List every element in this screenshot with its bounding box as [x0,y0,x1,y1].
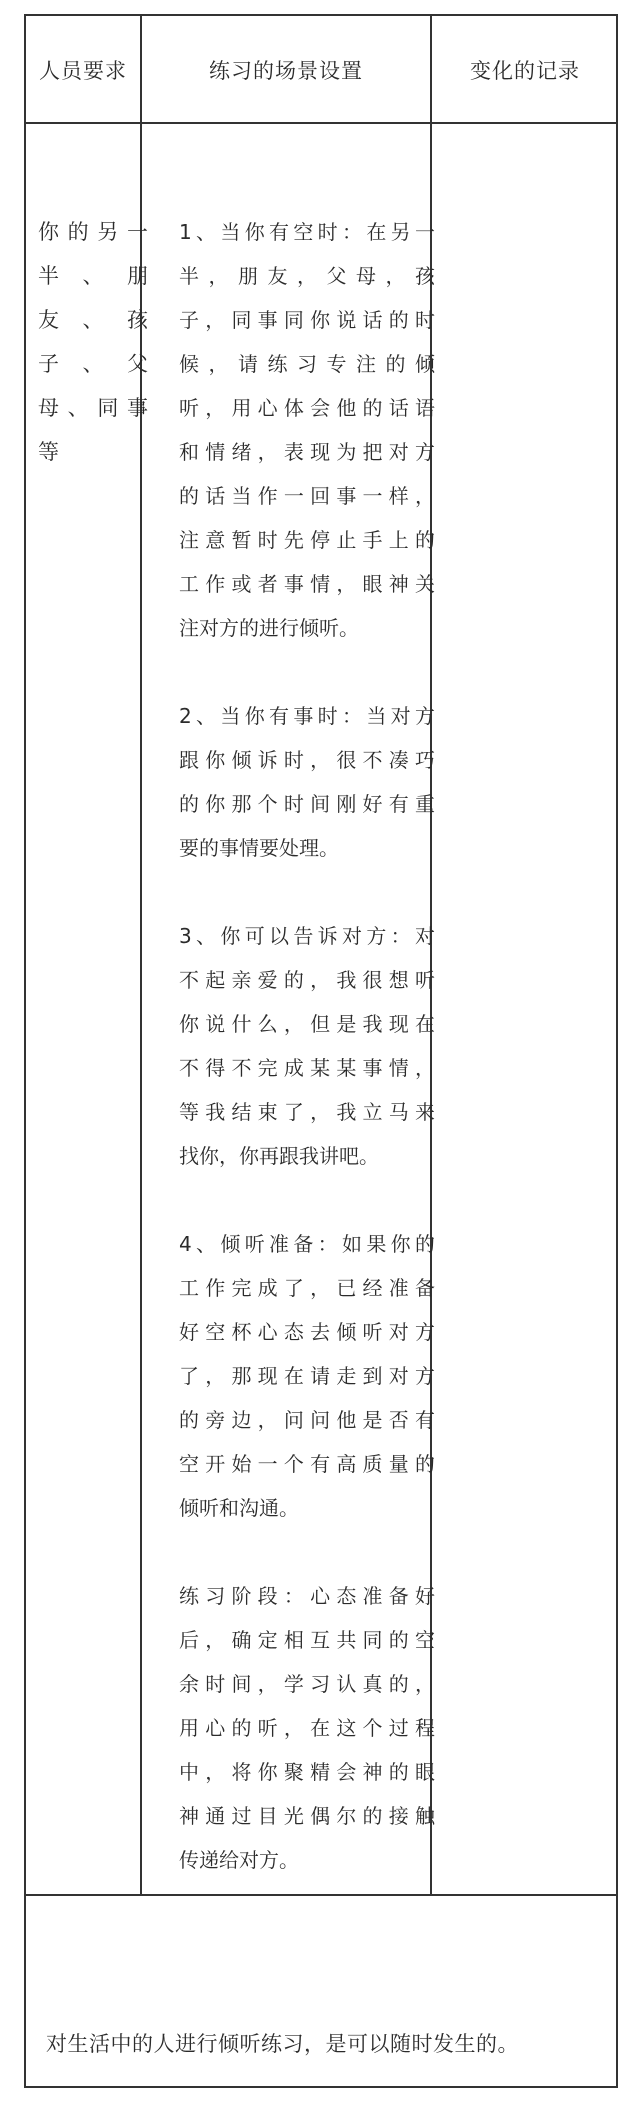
scene-line: 1、当你有空时：在另一 [179,220,435,244]
scene-line: 空开始一个有高质量的 [179,1452,435,1476]
scene-line: 跟你倾诉时，很不凑巧 [179,748,435,772]
scene-line: 的旁边，问问他是否有 [179,1408,435,1432]
scene-line: 倾听和沟通。 [179,1496,299,1520]
change-record-cell [432,124,618,1894]
scene-line: 等我结束了，我立马来 [179,1100,435,1124]
people-line: 半 、 朋 [38,264,148,288]
scene-line: 4、倾听准备：如果你的 [179,1232,435,1256]
scene-line: 找你，你再跟我讲吧。 [179,1144,379,1168]
scene-line: 后，确定相互共同的空 [179,1628,435,1652]
scene-line: 中，将你聚精会神的眼 [179,1760,435,1784]
scene-line: 和情绪，表现为把对方 [179,440,435,464]
scene-line: 神通过目光偶尔的接触 [179,1804,435,1828]
scene-line: 好空杯心态去倾听对方 [179,1320,435,1344]
people-line: 等 [38,440,59,464]
scene-line: 注意暂时先停止手上的 [179,528,435,552]
scene-paragraph-3 [179,914,435,1178]
practice-table [24,14,618,2088]
scene-line: 练习阶段：心态准备好 [179,1584,435,1608]
scene-line: 你说什么，但是我现在 [179,1012,435,1036]
scene-line: 要的事情要处理。 [179,836,339,860]
scene-line: 子，同事同你说话的时 [179,308,435,332]
scene-line: 余时间，学习认真的， [179,1672,435,1696]
scene-line: 的你那个时间刚好有重 [179,792,435,816]
scene-paragraph-1 [179,210,435,650]
scene-line: 注对方的进行倾听。 [179,616,359,640]
people-line: 友 、 孩 [38,308,148,332]
people-line: 子 、 父 [38,352,148,376]
people-line: 母、同事 [38,396,148,420]
scene-line: 的话当作一回事一样， [179,484,435,508]
people-line: 你的另一 [38,220,148,244]
scene-line: 候，请练习专注的倾 [179,352,435,376]
scene-line: 传递给对方。 [179,1848,299,1872]
scene-line: 不起亲爱的，我很想听 [179,968,435,992]
scene-line: 听，用心体会他的话语 [179,396,435,420]
header-scene-setting: 练习的场景设置 [209,59,363,83]
scene-line: 2、当你有事时：当对方 [179,704,435,728]
header-people-requirement: 人员要求 [39,59,127,83]
footer-note: 对生活中的人进行倾听练习，是可以随时发生的。 [46,2032,519,2056]
header-change-record: 变化的记录 [470,59,580,83]
scene-line: 半，朋友，父母，孩 [179,264,435,288]
scene-line: 了，那现在请走到对方 [179,1364,435,1388]
scene-line: 工作完成了，已经准备 [179,1276,435,1300]
people-requirement-cell [38,210,148,474]
scene-line: 用心的听，在这个过程 [179,1716,435,1740]
scene-line: 不得不完成某某事情， [179,1056,435,1080]
scene-paragraph-5 [179,1574,435,1882]
scene-paragraph-2 [179,694,435,870]
scene-line: 工作或者事情，眼神关 [179,572,435,596]
scene-setting-cell [179,210,435,1926]
scene-line: 3、你可以告诉对方：对 [179,924,435,948]
scene-paragraph-4 [179,1222,435,1530]
